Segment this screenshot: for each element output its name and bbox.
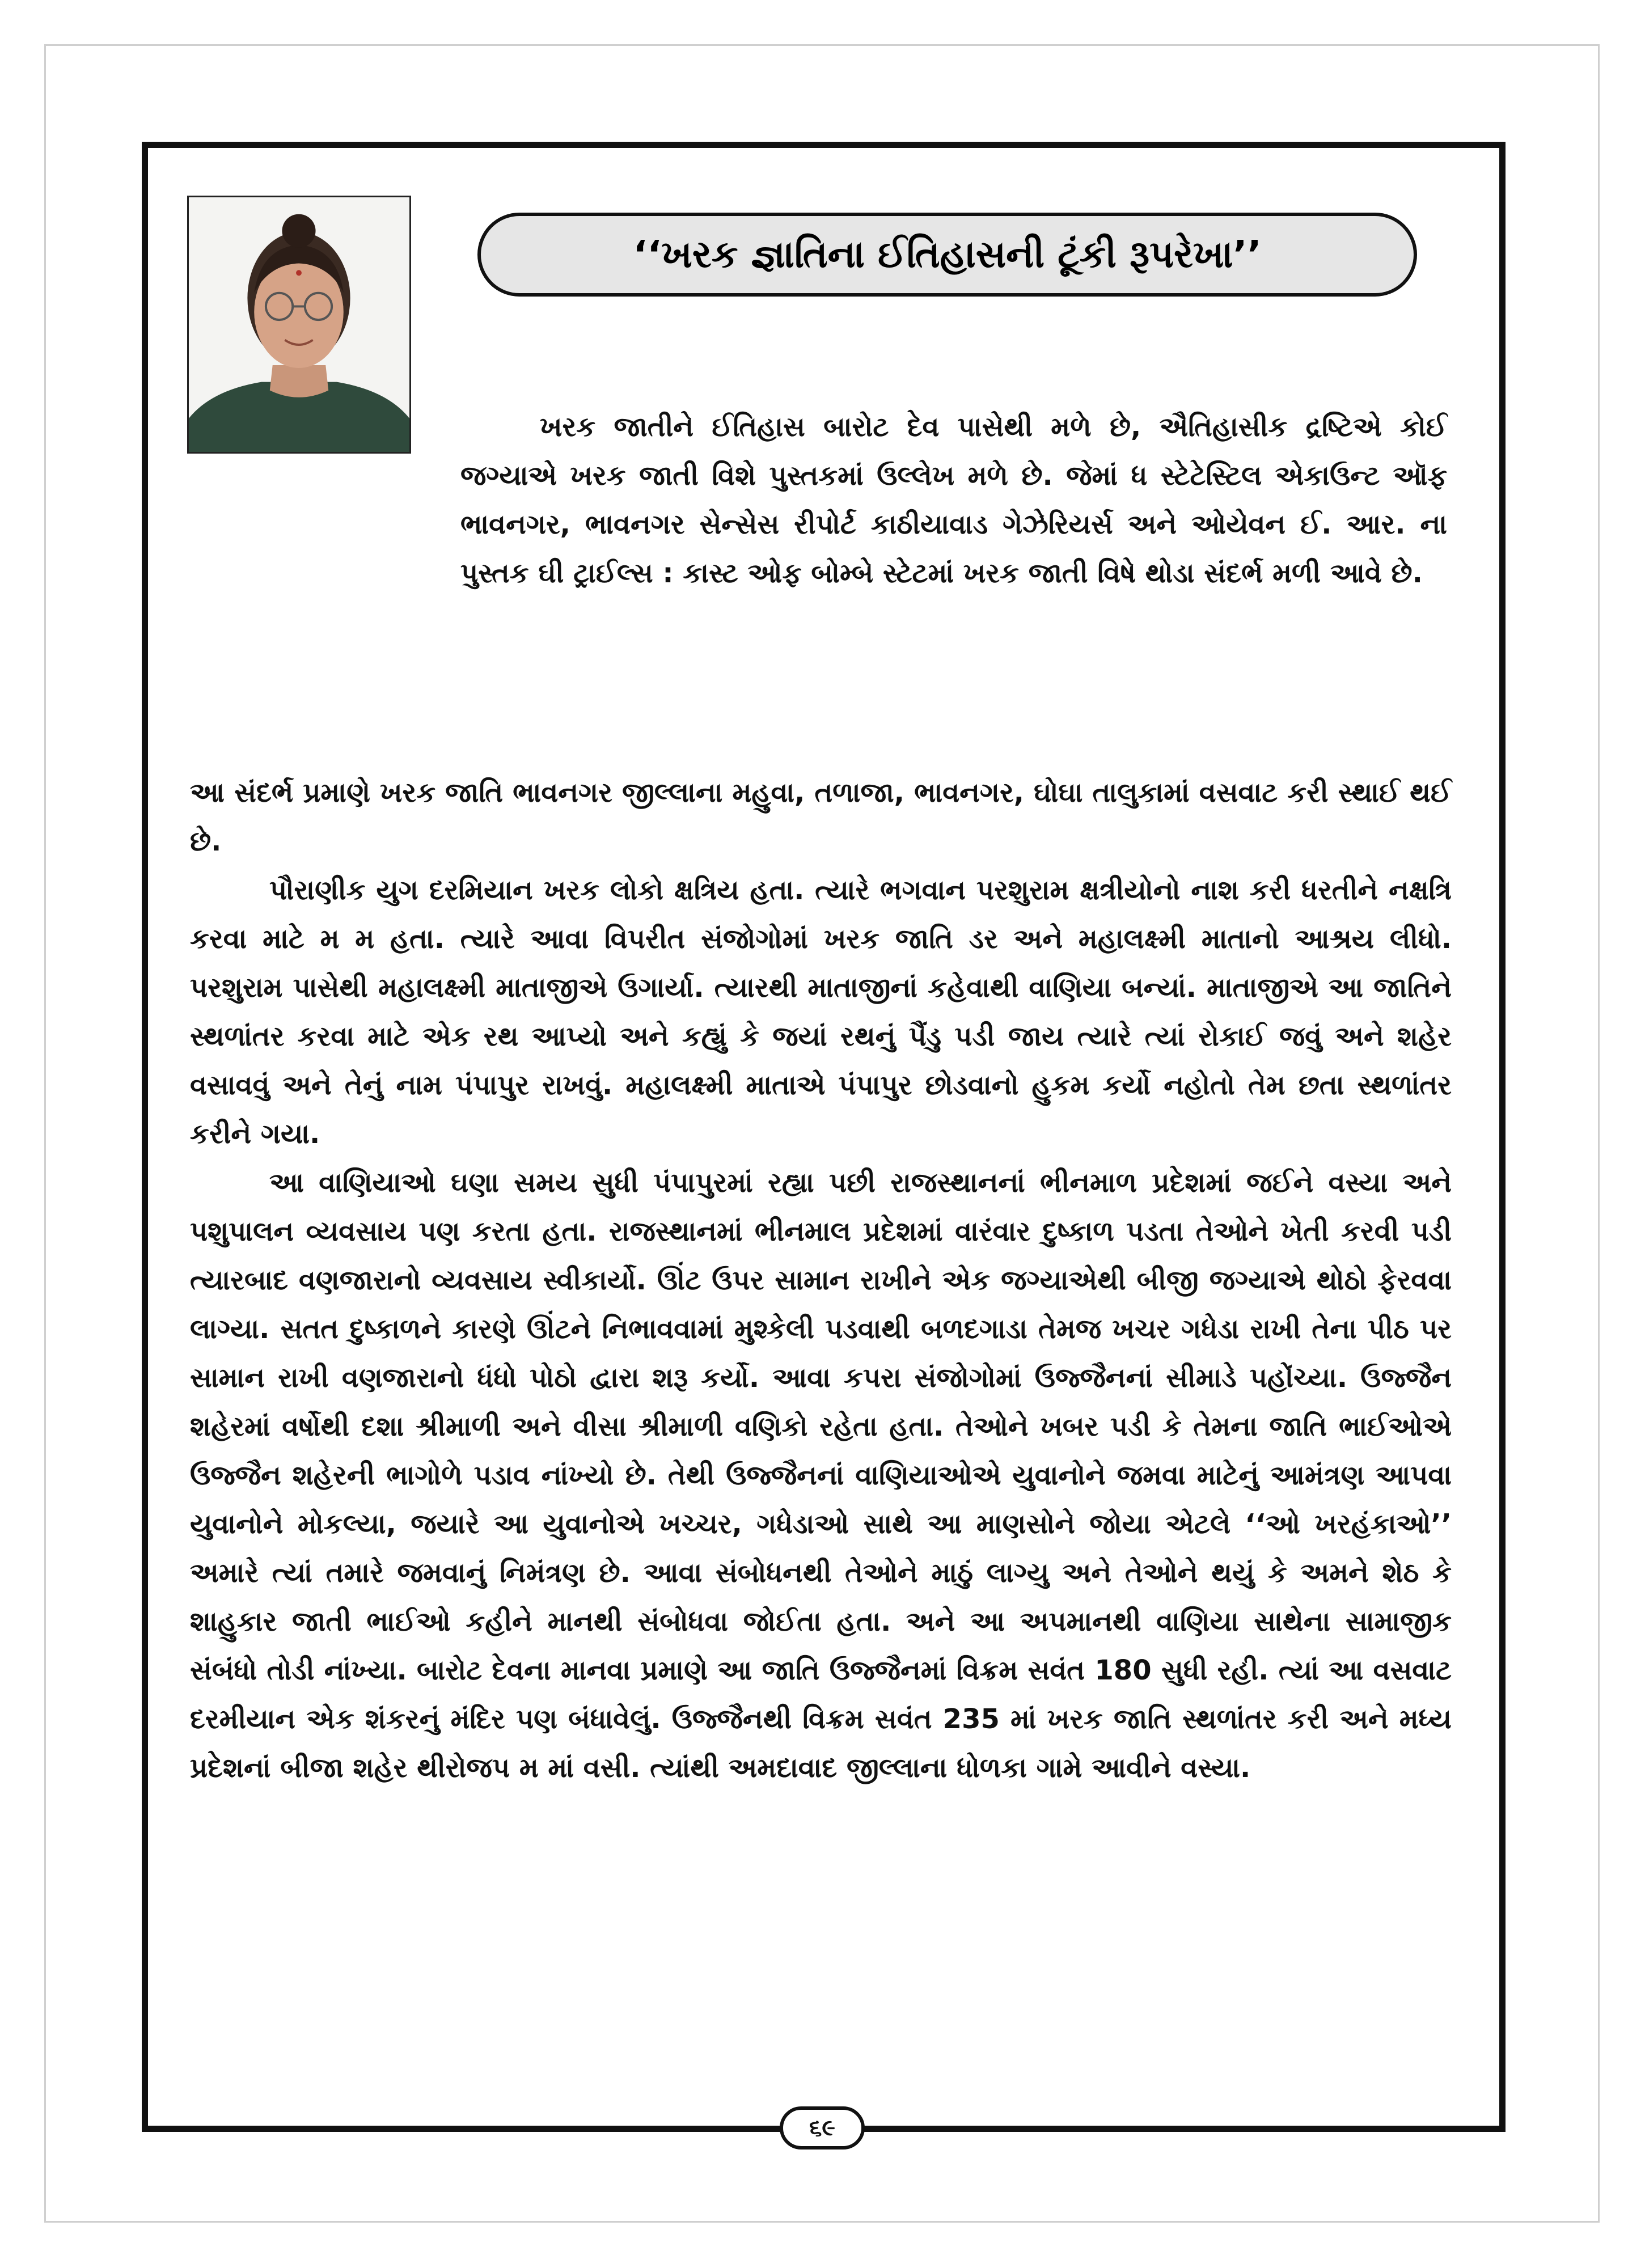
page-title: ‘‘ખરક જ્ઞાતિના ઈતિહાસની ટૂંકી રૂપરેખા’’	[633, 232, 1262, 276]
page-number-text: ૬૯	[809, 2115, 836, 2141]
paragraph-2: પૌરાણીક યુગ દરમિયાન ખરક લોકો ક્ષત્રિય હતા. ત્યારે ભગવાન પરશુરામ ક્ષત્રીયોનો નાશ કરી ધરતીને નક્ષત્રિ કરવા માટે મ મ હતા. ત્યારે આવા વિપરીત સંજોગોમાં ખરક જાતિ ડર અને મહાલક્ષ્મી માતાનો આશ્રય લીધો. પરશુરામ પાસેથી મહાલક્ષ્મી માતાજીએ ઉગાર્યા. ત્યારથી માતાજીનાં કહેવાથી વાણિયા બન્યાં. માતાજીએ આ જાતિને સ્થળાંતર કરવા માટે એક રથ આપ્યો અને કહ્યું કે જયાં રથનું પૈંડુ પડી જાય ત્યારે ત્યાં રોકાઈ જવું અને શહેર વસાવવું અને તેનું નામ પંપાપુર રાખવું. મહાલક્ષ્મી માતાએ પંપાપુર છોડવાનો હુકમ કર્યો નહોતો તેમ છતા સ્થળાંતર કરીને ગયા.	[190, 874, 1452, 1150]
paragraph-1: આ સંદર્ભ પ્રમાણે ખરક જાતિ ભાવનગર જીલ્લાના મહુવા, તળાજા, ભાવનગર, ઘોઘા તાલુકામાં વસવાટ કરી સ્થાઈ થઈ છે.	[190, 777, 1452, 857]
intro-paragraph: ખરક જાતીને ઈતિહાસ બારોટ દેવ પાસેથી મળે છે, ઐતિહાસીક દ્રષ્ટિએ કોઈ જગ્યાએ ખરક જાતી વિશે પુસ્તકમાં ઉલ્લેખ મળે છે. જેમાં ધ સ્ટેટેસ્ટિલ એકાઉન્ટ ઑફ ભાવનગર, ભાવનગર સેન્સેસ રીપોર્ટ કાઠીયાવાડ ગેઝેરિયર્સ અને ઓયેવન ઈ. આર. ના પુસ્તક ઘી ટ્રાઈલ્સ : કાસ્ટ ઓફ બોમ્બે સ્ટેટમાં ખરક જાતી વિષે થોડા સંદર્ભ મળી આવે છે.	[460, 411, 1447, 589]
page-number	[780, 2106, 865, 2149]
article-body	[190, 768, 1452, 1792]
author-photo	[187, 196, 411, 454]
title-banner	[477, 213, 1417, 297]
paragraph-3: આ વાણિયાઓ ઘણા સમય સુધી પંપાપુરમાં રહ્યા પછી રાજસ્થાનનાં ભીનમાળ પ્રદેશમાં જઈને વસ્યા અને પશુપાલન વ્યવસાય પણ કરતા હતા. રાજસ્થાનમાં ભીનમાલ પ્રદેશમાં વારંવાર દુષ્કાળ પડતા તેઓને ખેતી કરવી પડી ત્યારબાદ વણજારાનો વ્યવસાય સ્વીકાર્યો. ઊંટ ઉપર સામાન રાખીને એક જગ્યાએથી બીજી જગ્યાએ થોઠો ફેરવવા લાગ્યા. સતત દુષ્કાળને કારણે ઊંટને નિભાવવામાં મુશ્કેલી પડવાથી બળદગાડા તેમજ ખચર ગધેડા રાખી તેના પીઠ પર સામાન રાખી વણજારાનો ધંધો પોઠો દ્વારા શરૂ કર્યો. આવા કપરા સંજોગોમાં ઉજ્જૈનનાં સીમાડે પહોંચ્યા. ઉજ્જૈન શહેરમાં વર્ષોથી દશા શ્રીમાળી અને વીસા શ્રીમાળી વણિકો રહેતા હતા. તેઓને ખબર પડી કે તેમના જાતિ ભાઈઓએ ઉજ્જૈન શહેરની ભાગોળે પડાવ નાંખ્યો છે. તેથી ઉજ્જૈનનાં વાણિયાઓએ યુવાનોને જમવા માટેનું આમંત્રણ આપવા યુવાનોને મોકલ્યા, જયારે આ યુવાનોએ ખચ્ચર, ગધેડાઓ સાથે આ માણસોને જોયા એટલે ‘‘ઓ ખરહંકાઓ’’ અમારે ત્યાં તમારે જમવાનું નિમંત્રણ છે. આવા સંબોધનથી તેઓને માઠું લાગ્યુ અને તેઓને થયું કે અમને શેઠ કે શાહુકાર જાતી ભાઈઓ કહીને માનથી સંબોધવા જોઈતા હતા. અને આ અપમાનથી વાણિયા સાથેના સામાજીક સંબંધો તોડી નાંખ્યા. બારોટ દેવના માનવા પ્રમાણે આ જાતિ ઉજ્જૈનમાં વિક્રમ સવંત 180 સુધી રહી. ત્યાં આ વસવાટ દરમીયાન એક શંકરનું મંદિર પણ બંધાવેલું. ઉજ્જૈનથી વિક્રમ સવંત 235 માં ખરક જાતિ સ્થળાંતર કરી અને મધ્ય પ્રદેશનાં બીજા શહેર થીરોજપ મ માં વસી. ત્યાંથી અમદાવાદ જીલ્લાના ધોળકા ગામે આવીને વસ્યા.	[190, 1167, 1452, 1784]
